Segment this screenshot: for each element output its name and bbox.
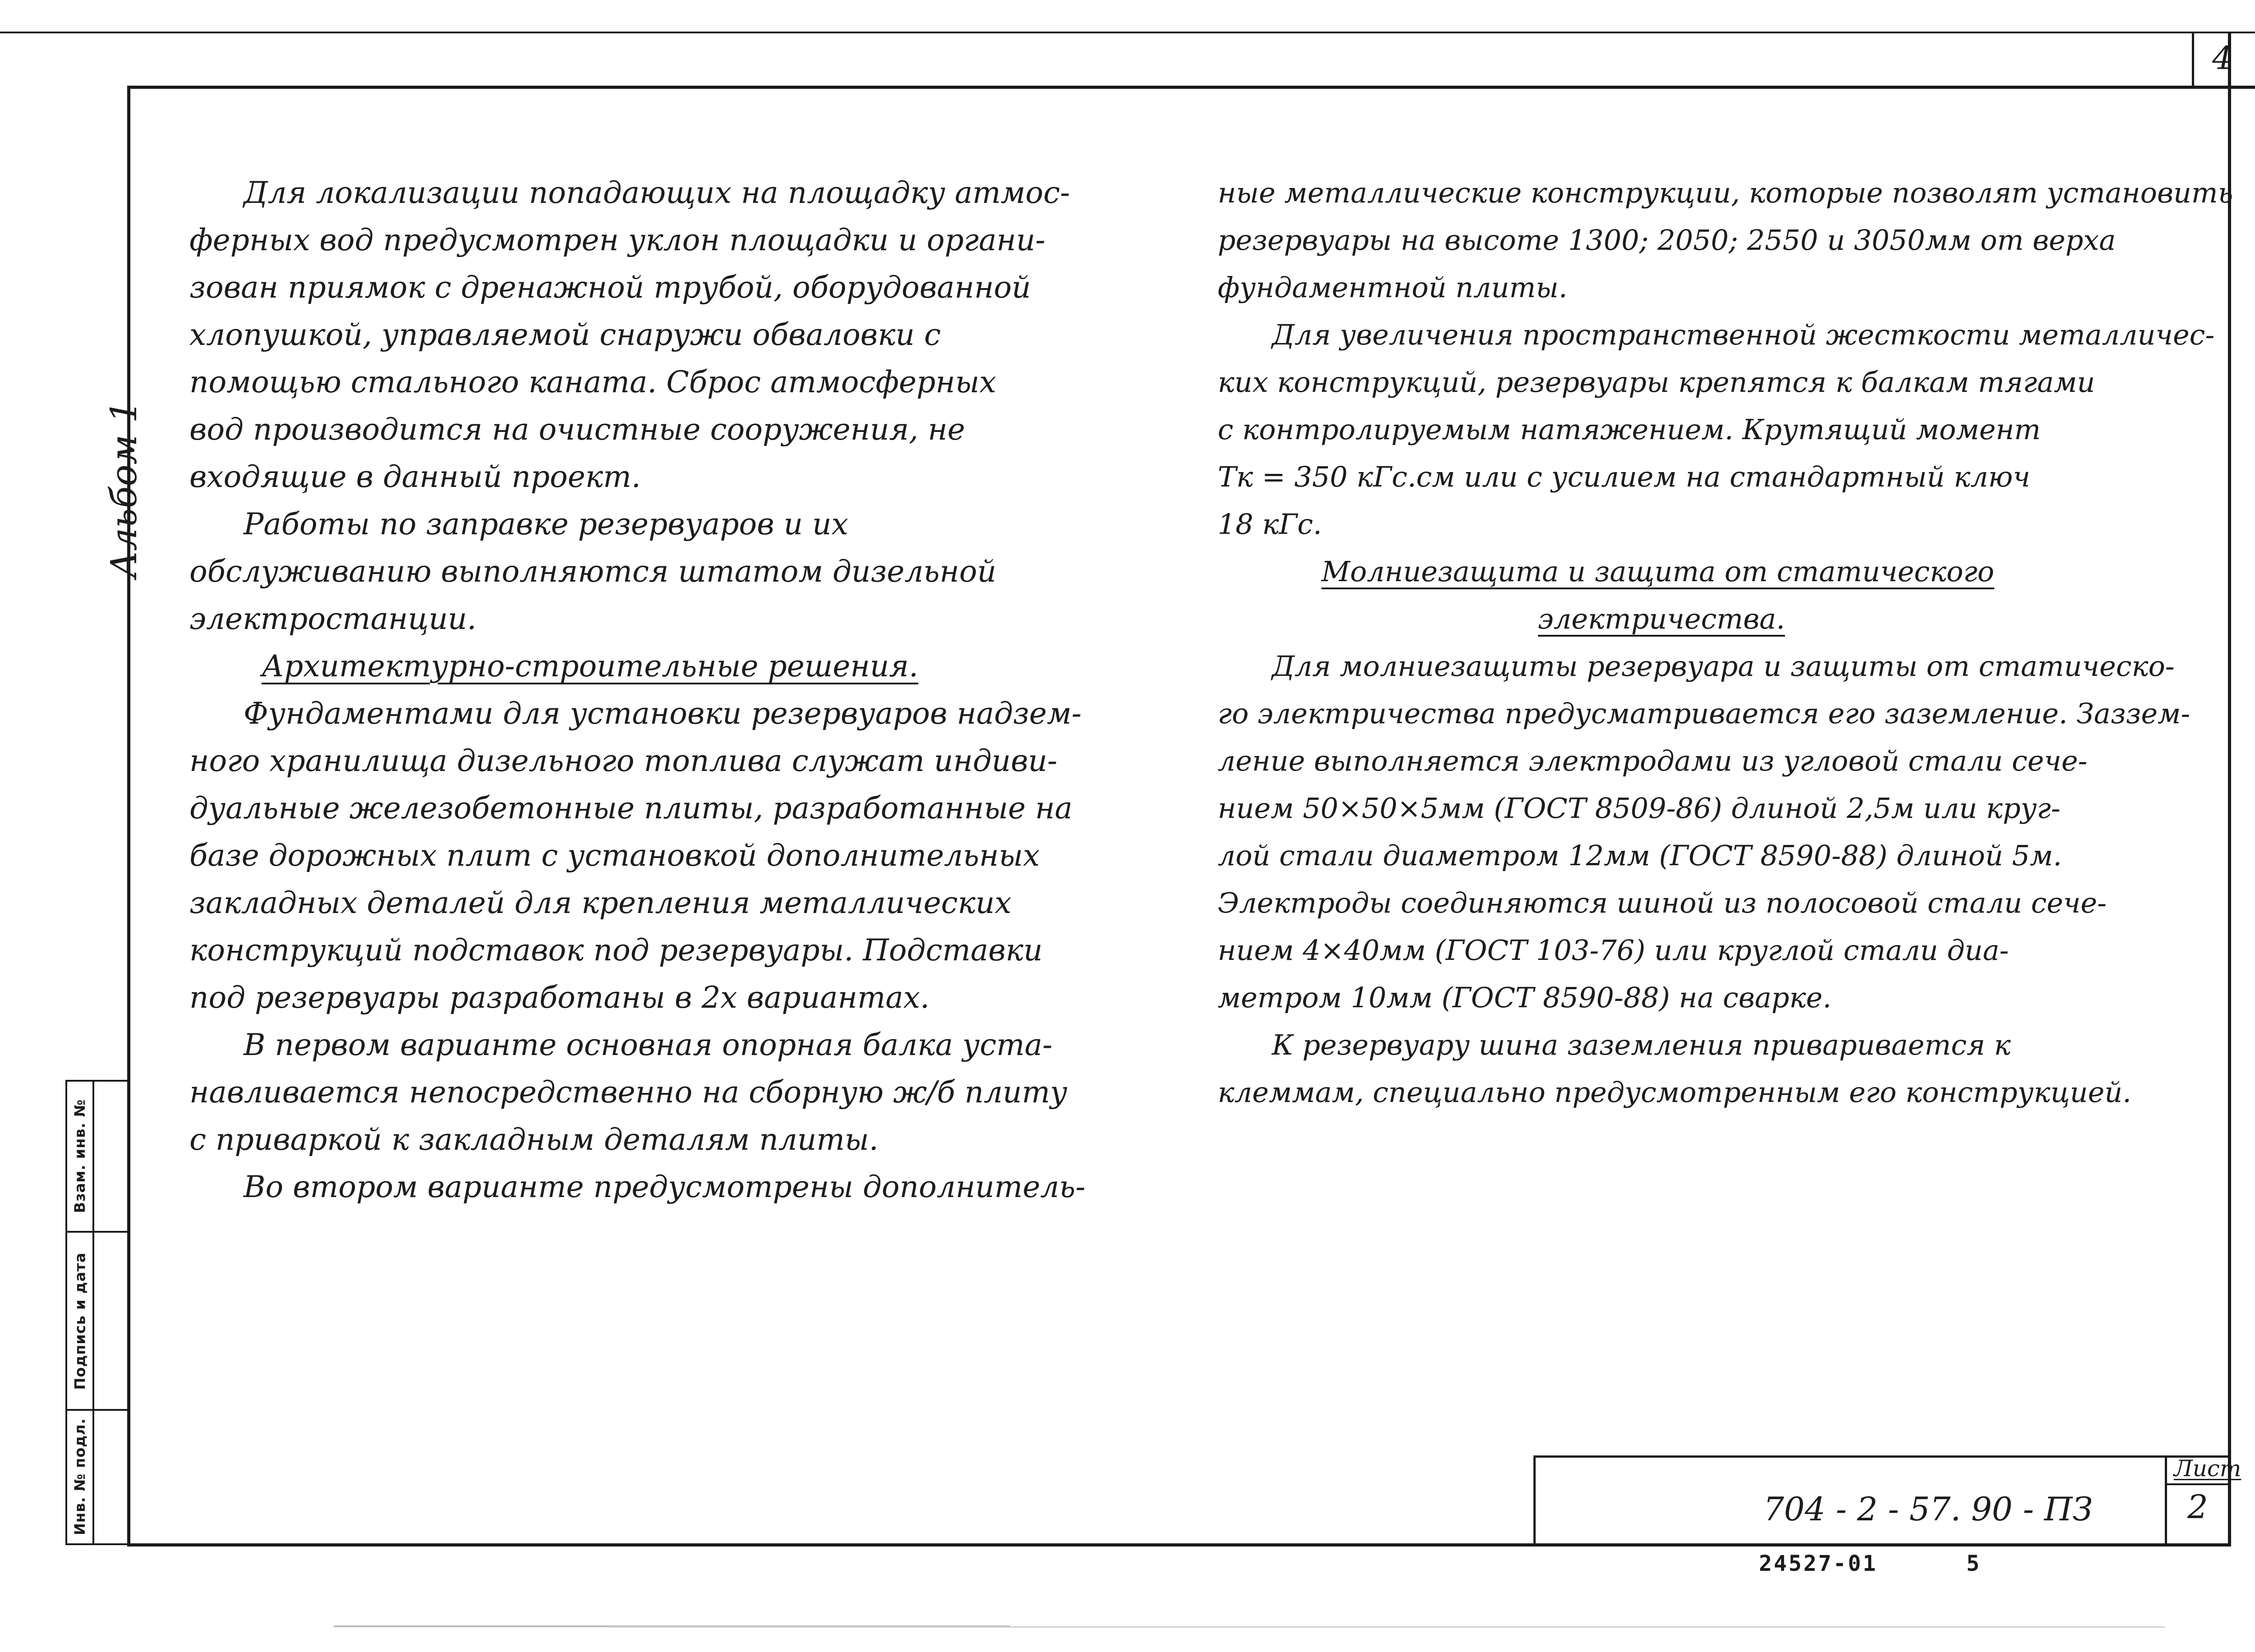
- text-line: ного хранилища дизельного топлива служат индиви-: [189, 743, 1058, 778]
- text-line: фундаментной плиты.: [1218, 271, 1568, 304]
- text-line: ких конструкций, резервуары крепятся к балкам тягами: [1218, 366, 2095, 399]
- text-line: ные металлические конструкции, которые позволят установить: [1218, 176, 2233, 209]
- frame-bottom: [127, 1543, 2231, 1546]
- text-line: нием 4×40мм (ГОСТ 103-76) или круглой стали диа-: [1218, 934, 2009, 967]
- text-line: дуальные железобетонные плиты, разработанные на: [189, 791, 1073, 826]
- text-line: зован приямок с дренажной трубой, оборудованной: [189, 270, 1031, 305]
- text-line: закладных деталей для крепления металлических: [189, 886, 1012, 920]
- text-line: Во втором варианте предусмотрены дополнитель-: [244, 1170, 1086, 1204]
- stamp-top-edge: [65, 1080, 129, 1082]
- text-line: под резервуары разработаны в 2х вариантах.: [189, 980, 930, 1015]
- title-block-sheet-label-line: [2165, 1483, 2230, 1485]
- text-line: с приваркой к закладным деталям плиты.: [189, 1122, 879, 1157]
- text-line: го электричества предусматривается его заземление. Заззем-: [1218, 697, 2191, 730]
- section-heading-lightning-cont: электричества.: [1538, 602, 1785, 635]
- top-trim-line: [0, 32, 2255, 33]
- text-line: 18 кГс.: [1218, 508, 1322, 541]
- text-line: ферных вод предусмотрен уклон площадки и органи-: [189, 223, 1045, 257]
- album-label: Альбом 1: [103, 400, 145, 578]
- frame-top: [127, 86, 2255, 89]
- title-block-sheet-divider: [2165, 1455, 2167, 1546]
- stamp-mid-edge: [92, 1080, 94, 1544]
- stamp-replaces-inventory: Взам. инв. №: [71, 1099, 88, 1213]
- stamp-inventory-number: Инв. № подл.: [71, 1418, 88, 1535]
- text-line: Для увеличения пространственной жесткости металличес-: [1272, 318, 2215, 351]
- title-block-left: [1533, 1455, 1536, 1546]
- text-line: базе дорожных плит с установкой дополнительных: [189, 838, 1040, 873]
- text-line: Тк = 350 кГс.см или с усилием на стандартный ключ: [1218, 460, 2030, 493]
- text-line: навливается непосредственно на сборную ж/б плиту: [189, 1075, 1068, 1110]
- corner-box-left: [2192, 32, 2194, 89]
- text-line: лой стали диаметром 12мм (ГОСТ 8590-88) длиной 5м.: [1218, 839, 2062, 872]
- text-line: К резервуару шина заземления приваривается к: [1272, 1028, 2011, 1061]
- left-text-column: [189, 169, 1086, 1211]
- text-line: резервуары на высоте 1300; 2050; 2550 и 3050мм от верха: [1218, 224, 2116, 257]
- text-line: Для локализации попадающих на площадку атмос-: [244, 175, 1070, 210]
- archive-suffix: 5: [1966, 1551, 1979, 1576]
- section-heading-lightning: Молниезащита и защита от статического: [1321, 555, 1994, 588]
- text-line: ление выполняется электродами из угловой стали сече-: [1218, 744, 2088, 777]
- text-line: вод производится на очистные сооружения, не: [189, 412, 965, 447]
- text-line: конструкций подставок под резервуары. Подставки: [189, 933, 1043, 968]
- text-line: метром 10мм (ГОСТ 8590-88) на сварке.: [1218, 981, 1832, 1014]
- text-line: В первом варианте основная опорная балка уста-: [244, 1028, 1053, 1062]
- text-line: хлопушкой, управляемой снаружи обваловки с: [189, 317, 941, 352]
- stamp-signature-date: Подпись и дата: [71, 1252, 89, 1390]
- section-heading-architecture: Архитектурно-строительные решения.: [262, 649, 919, 684]
- sheet-number: 2: [2187, 1488, 2208, 1526]
- text-line: входящие в данный проект.: [189, 459, 641, 494]
- text-line: электростанции.: [189, 601, 477, 636]
- document-code: 704 - 2 - 57. 90 - ПЗ: [1763, 1490, 2093, 1528]
- text-line: с контролируемым натяжением. Крутящий момент: [1218, 413, 2041, 446]
- frame-left: [127, 86, 130, 1546]
- scan-artifact-line-long: [609, 1626, 2165, 1628]
- text-line: помощью стального каната. Сброс атмосферных: [189, 365, 996, 399]
- title-block-top: [1533, 1455, 2230, 1458]
- sheet-label: Лист: [2174, 1455, 2241, 1482]
- text-line: клеммам, специально предусмотренным его конструкцией.: [1218, 1076, 2131, 1109]
- sheet-corner-number: 4: [2212, 40, 2232, 77]
- stamp-left-edge: [65, 1080, 67, 1544]
- text-line: Для молниезащиты резервуара и защиты от статическо-: [1272, 650, 2175, 683]
- text-line: нием 50×50×5мм (ГОСТ 8509-86) длиной 2,5м или круг-: [1218, 792, 2061, 825]
- archive-number: 24527-01: [1759, 1551, 1878, 1576]
- right-text-column: [1218, 169, 2233, 1116]
- text-line: обслуживанию выполняются штатом дизельной: [189, 554, 997, 589]
- text-line: Работы по заправке резервуаров и их: [244, 507, 848, 541]
- text-line: Фундаментами для установки резервуаров надзем-: [244, 696, 1082, 731]
- text-line: Электроды соединяются шиной из полосовой стали сече-: [1218, 886, 2107, 919]
